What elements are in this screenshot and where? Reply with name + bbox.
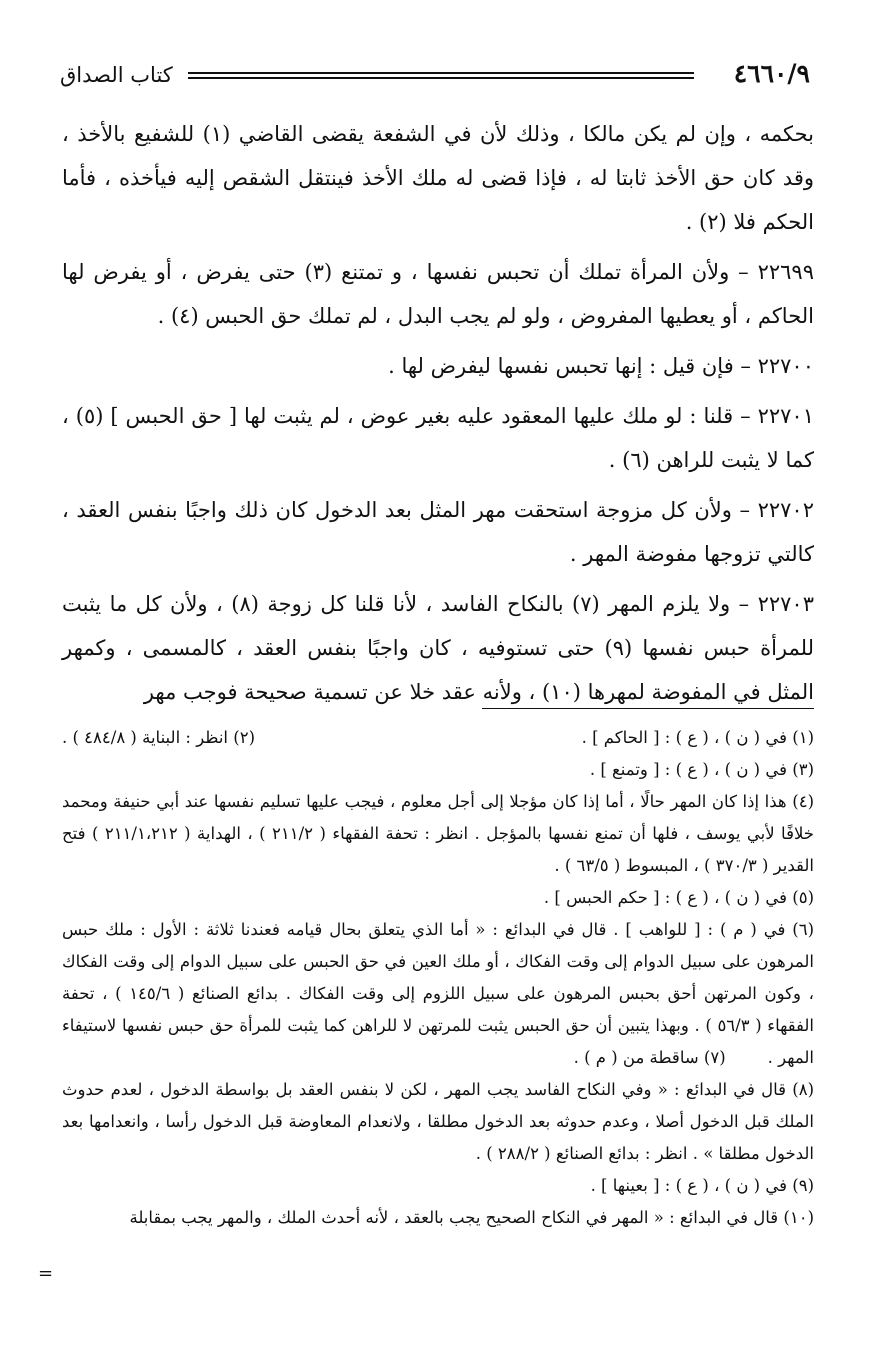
footnote-row (62, 722, 814, 754)
continuation-mark: = (38, 1263, 54, 1284)
footnote-5: (٥) في ( ن ) ، ( ع ) : [ حكم الحبس ] . (543, 888, 814, 907)
footnote-7: (٧) ساقطة من ( م ) . (573, 1048, 726, 1067)
footnote-4: (٤) هذا إذا كان المهر حالًا ، أما إذا كان مؤجلا إلى أجل معلوم ، فيجب عليها تسليم نفسها عند أبي حنيفة ومحمد خلافًا لأبي يوسف ، فلها أن تمنع نفسها بالمؤجل . انظر : تحفة الفقهاء ( ٢١١/٢ ) ، الهداية ( ٢١١/١،٢١٢ ) فتح القدير ( ٣٧٠/٣ ) ، المبسوط ( ٦٣/٥ ) . (62, 792, 815, 875)
header-rule (188, 72, 694, 79)
paragraph: ٢٢٧٠١ – قلنا : لو ملك عليها المعقود عليه بغير عوض ، لم يثبت لها [ حق الحبس ] (٥) ، كما لا يثبت للراهن (٦) . (62, 404, 814, 472)
page-number: ٤٦٦٠/٩ (733, 59, 810, 88)
paragraph: ٢٢٧٠٢ – ولأن كل مزوجة استحقت مهر المثل بعد الدخول كان ذلك واجبًا بنفس العقد ، كالتي تزوجها مفوضة المهر . (62, 498, 814, 566)
footnote-10: (١٠) قال في البدائع : « المهر في النكاح الصحيح يجب بالعقد ، لأنه أحدث الملك ، والمهر يجب بمقابلة (129, 1208, 814, 1227)
paragraph: ٢٢٧٠٣ – ولا يلزم المهر (٧) بالنكاح الفاسد ، لأنا قلنا كل زوجة (٨) ، ولأن كل ما يثبت للمرأة حبس نفسها (٩) حتى تستوفيه ، كان واجبًا بنفس العقد ، كالمسمى ، وكمهر المثل في المفوضة لمهرها (١٠) ، ولأنه عقد خلا عن تسمية صحيحة فوجب مهر (62, 592, 814, 704)
main-text (62, 112, 814, 720)
footnote-9: (٩) في ( ن ) ، ( ع ) : [ بعينها ] . (590, 1176, 814, 1195)
paragraph: ٢٢٦٩٩ – ولأن المرأة تملك أن تحبس نفسها ، و تمتنع (٣) حتى يفرض ، أو يفرض لها الحاكم ، أو يعطيها المفروض ، ولو لم يجب البدل ، لم تملك حق الحبس (٤) . (62, 260, 814, 328)
footnote-separator (482, 708, 814, 709)
footnote-3: (٣) في ( ن ) ، ( ع ) : [ وتمنع ] . (589, 760, 814, 779)
footnote-2: (٢) انظر : البناية ( ٤٨٤/٨ ) . (62, 728, 256, 747)
running-title: كتاب الصداق (60, 63, 173, 87)
page-header (60, 58, 810, 90)
footnotes (62, 722, 814, 1234)
paragraph: ٢٢٧٠٠ – فإن قيل : إنها تحبس نفسها ليفرض لها . (388, 354, 814, 378)
footnote-6-text: (٦) في ( م ) : [ للواهب ] . قال في البدائع : « أما الذي يتعلق بحال قيامه فعندنا ثلاثة : الأول : ملك حبس المرهون على سبيل الدوام إلى وقت الفكاك ، أو ملك العين في حق الحبس على سبيل الدوام إلى وقت الفكاك ، وكون المرتهن أحق بحبس المرهون على سبيل اللزوم إلى وقت الفكاك . بدائع الصنائع ( ١٤٥/٦ ) ، تحفة الفقهاء ( ٥٦/٣ ) . وبهذا يتبين أن حق الحبس يثبت للمرتهن لا للراهن كما يثبت للمرأة حق حبس نفسها لاستيفاء المهر . (62, 920, 815, 1067)
footnote-6 (62, 914, 814, 1074)
footnote-8: (٨) قال في البدائع : « وفي النكاح الفاسد يجب المهر ، لكن لا بنفس العقد بل بواسطة الدخول ، لعدم حدوث الملك قبل الدخول أصلا ، وعدم حدوثه بعد الدخول مطلقا ، ولانعدام المعاوضة قبل الدخول رأسا ، وانعدامها بعد الدخول مطلقا » . انظر : بدائع الصنائع ( ٢٨٨/٢ ) . (62, 1080, 814, 1163)
paragraph: بحكمه ، وإن لم يكن مالكا ، وذلك لأن في الشفعة يقضى القاضي (١) للشفيع بالأخذ ، وقد كان حق الأخذ ثابتا له ، فإذا قضى له ملك الأخذ فينتقل الشقص إليه فيأخذه ، فأما الحكم فلا (٢) . (62, 122, 814, 234)
footnote-1: (١) في ( ن ) ، ( ع ) : [ الحاكم ] . (581, 728, 814, 747)
